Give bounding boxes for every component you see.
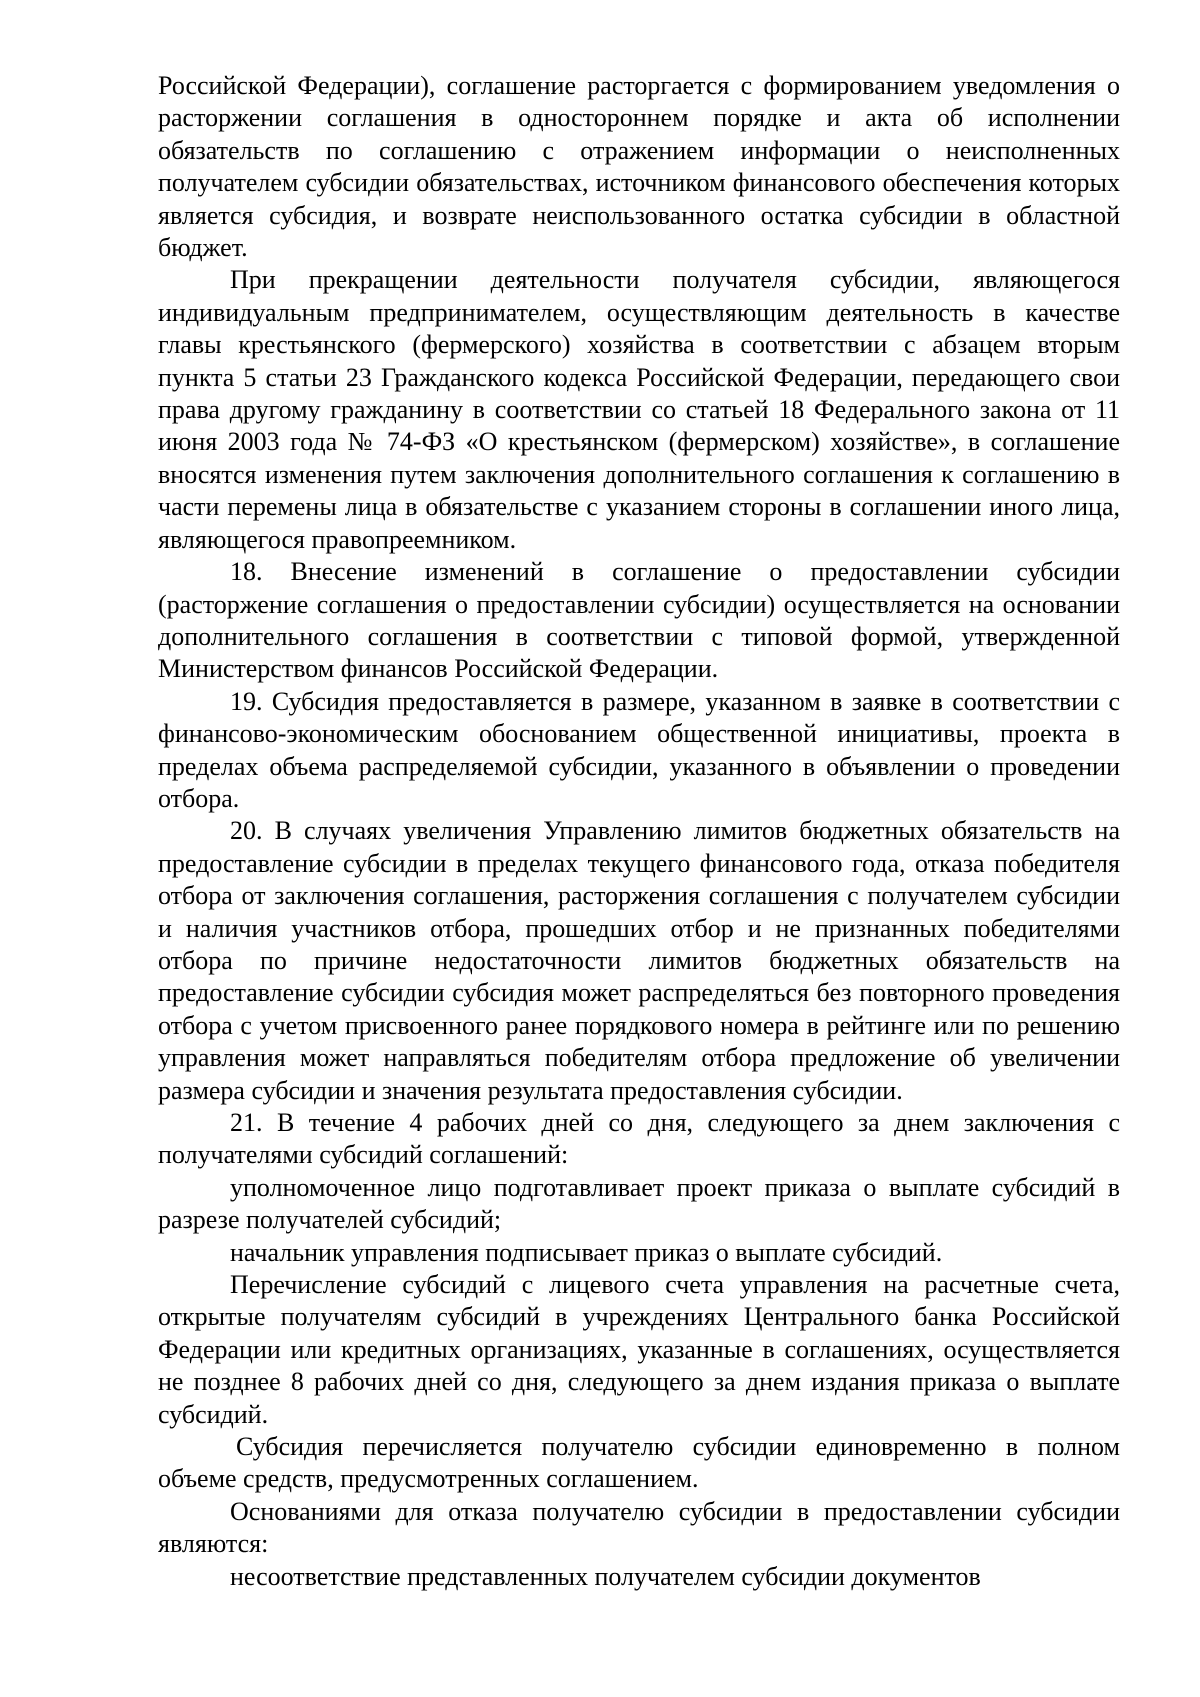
paragraph-item-18: 18. Внесение изменений в соглашение о предоставлении субсидии (расторжение соглашения о предоставлении субсидии) осуществляется на основании дополнительного соглашения в соответствии с типовой формой, утвержденной Министерством финансов Российской Федерации. xyxy=(158,557,1120,684)
paragraph-head-signs-order: начальник управления подписывает приказ о выплате субсидий. xyxy=(230,1237,943,1267)
paragraph-farm-head-succession: При прекращении деятельности получателя субсидии, являющегося индивидуальным предпринимателем, осуществляющим деятельность в качестве главы крестьянского (фермерского) хозяйства в соответствии с абзацем вторым пункта 5 статьи 23 Гражданского кодекса Российской Федерации, передающего свои права другому гражданину в соответствии со статьей 18 Федерального закона от 11 июня 2003 года № 74-ФЗ «О крестьянском (фермерском) хозяйстве», в соглашение вносятся изменения путем заключения дополнительного соглашения к соглашению в части перемены лица в обязательстве с указанием стороны в соглашении иного лица, являющегося правопреемником. xyxy=(158,265,1120,554)
document-body xyxy=(158,70,1120,1593)
paragraph-refusal-grounds: Основаниями для отказа получателю субсидии в предоставлении субсидии являются: xyxy=(158,1496,1120,1559)
paragraph-termination-continuation: Российской Федерации), соглашение расторгается с формированием уведомления о расторжении соглашения в одностороннем порядке и акта об исполнении обязательств по соглашению с отражением информации о неисполненных получателем субсидии обязательствах, источником финансового обеспечения которых является субсидия, и возврате неиспользованного остатка субсидии в областной бюджет. xyxy=(158,71,1120,263)
paragraph-transfer-of-subsidies: Перечисление субсидий с лицевого счета управления на расчетные счета, открытые получателям субсидий в учреждениях Центрального банка Российской Федерации или кредитных организациях, указанные в соглашениях, осуществляется не позднее 8 рабочих дней со дня, следующего за днем издания приказа о выплате субсидий. xyxy=(158,1270,1120,1429)
paragraph-document-mismatch: несоответствие представленных получателем субсидии документов xyxy=(230,1561,981,1591)
paragraph-item-21: 21. В течение 4 рабочих дней со дня, следующего за днем заключения с получателями субсидий соглашений: xyxy=(158,1108,1120,1170)
paragraph-authorized-person: уполномоченное лицо подготавливает проект приказа о выплате субсидий в разрезе получателей субсидий; xyxy=(158,1172,1120,1235)
paragraph-item-19: 19. Субсидия предоставляется в размере, указанном в заявке в соответствии с финансово-экономическим обоснованием общественной инициативы, проекта в пределах объема распределяемой субсидии, указанного в объявлении о проведении отбора. xyxy=(158,686,1120,813)
paragraph-lump-sum-transfer: Субсидия перечисляется получателю субсидии единовременно в полном объеме средств, предусмотренных соглашением. xyxy=(158,1432,1120,1494)
paragraph-item-20: 20. В случаях увеличения Управлению лимитов бюджетных обязательств на предоставление субсидии в пределах текущего финансового года, отказа победителя отбора от заключения соглашения, расторжения соглашения с получателем субсидии и наличия участников отбора, прошедших отбор и не признанных победителями отбора по причине недостаточности лимитов бюджетных обязательств на предоставление субсидии субсидия может распределяться без повторного проведения отбора с учетом присвоенного ранее порядкового номера в рейтинге или по решению управления может направляться победителям отбора предложение об увеличении размера субсидии и значения результата предоставления субсидии. xyxy=(158,816,1120,1105)
